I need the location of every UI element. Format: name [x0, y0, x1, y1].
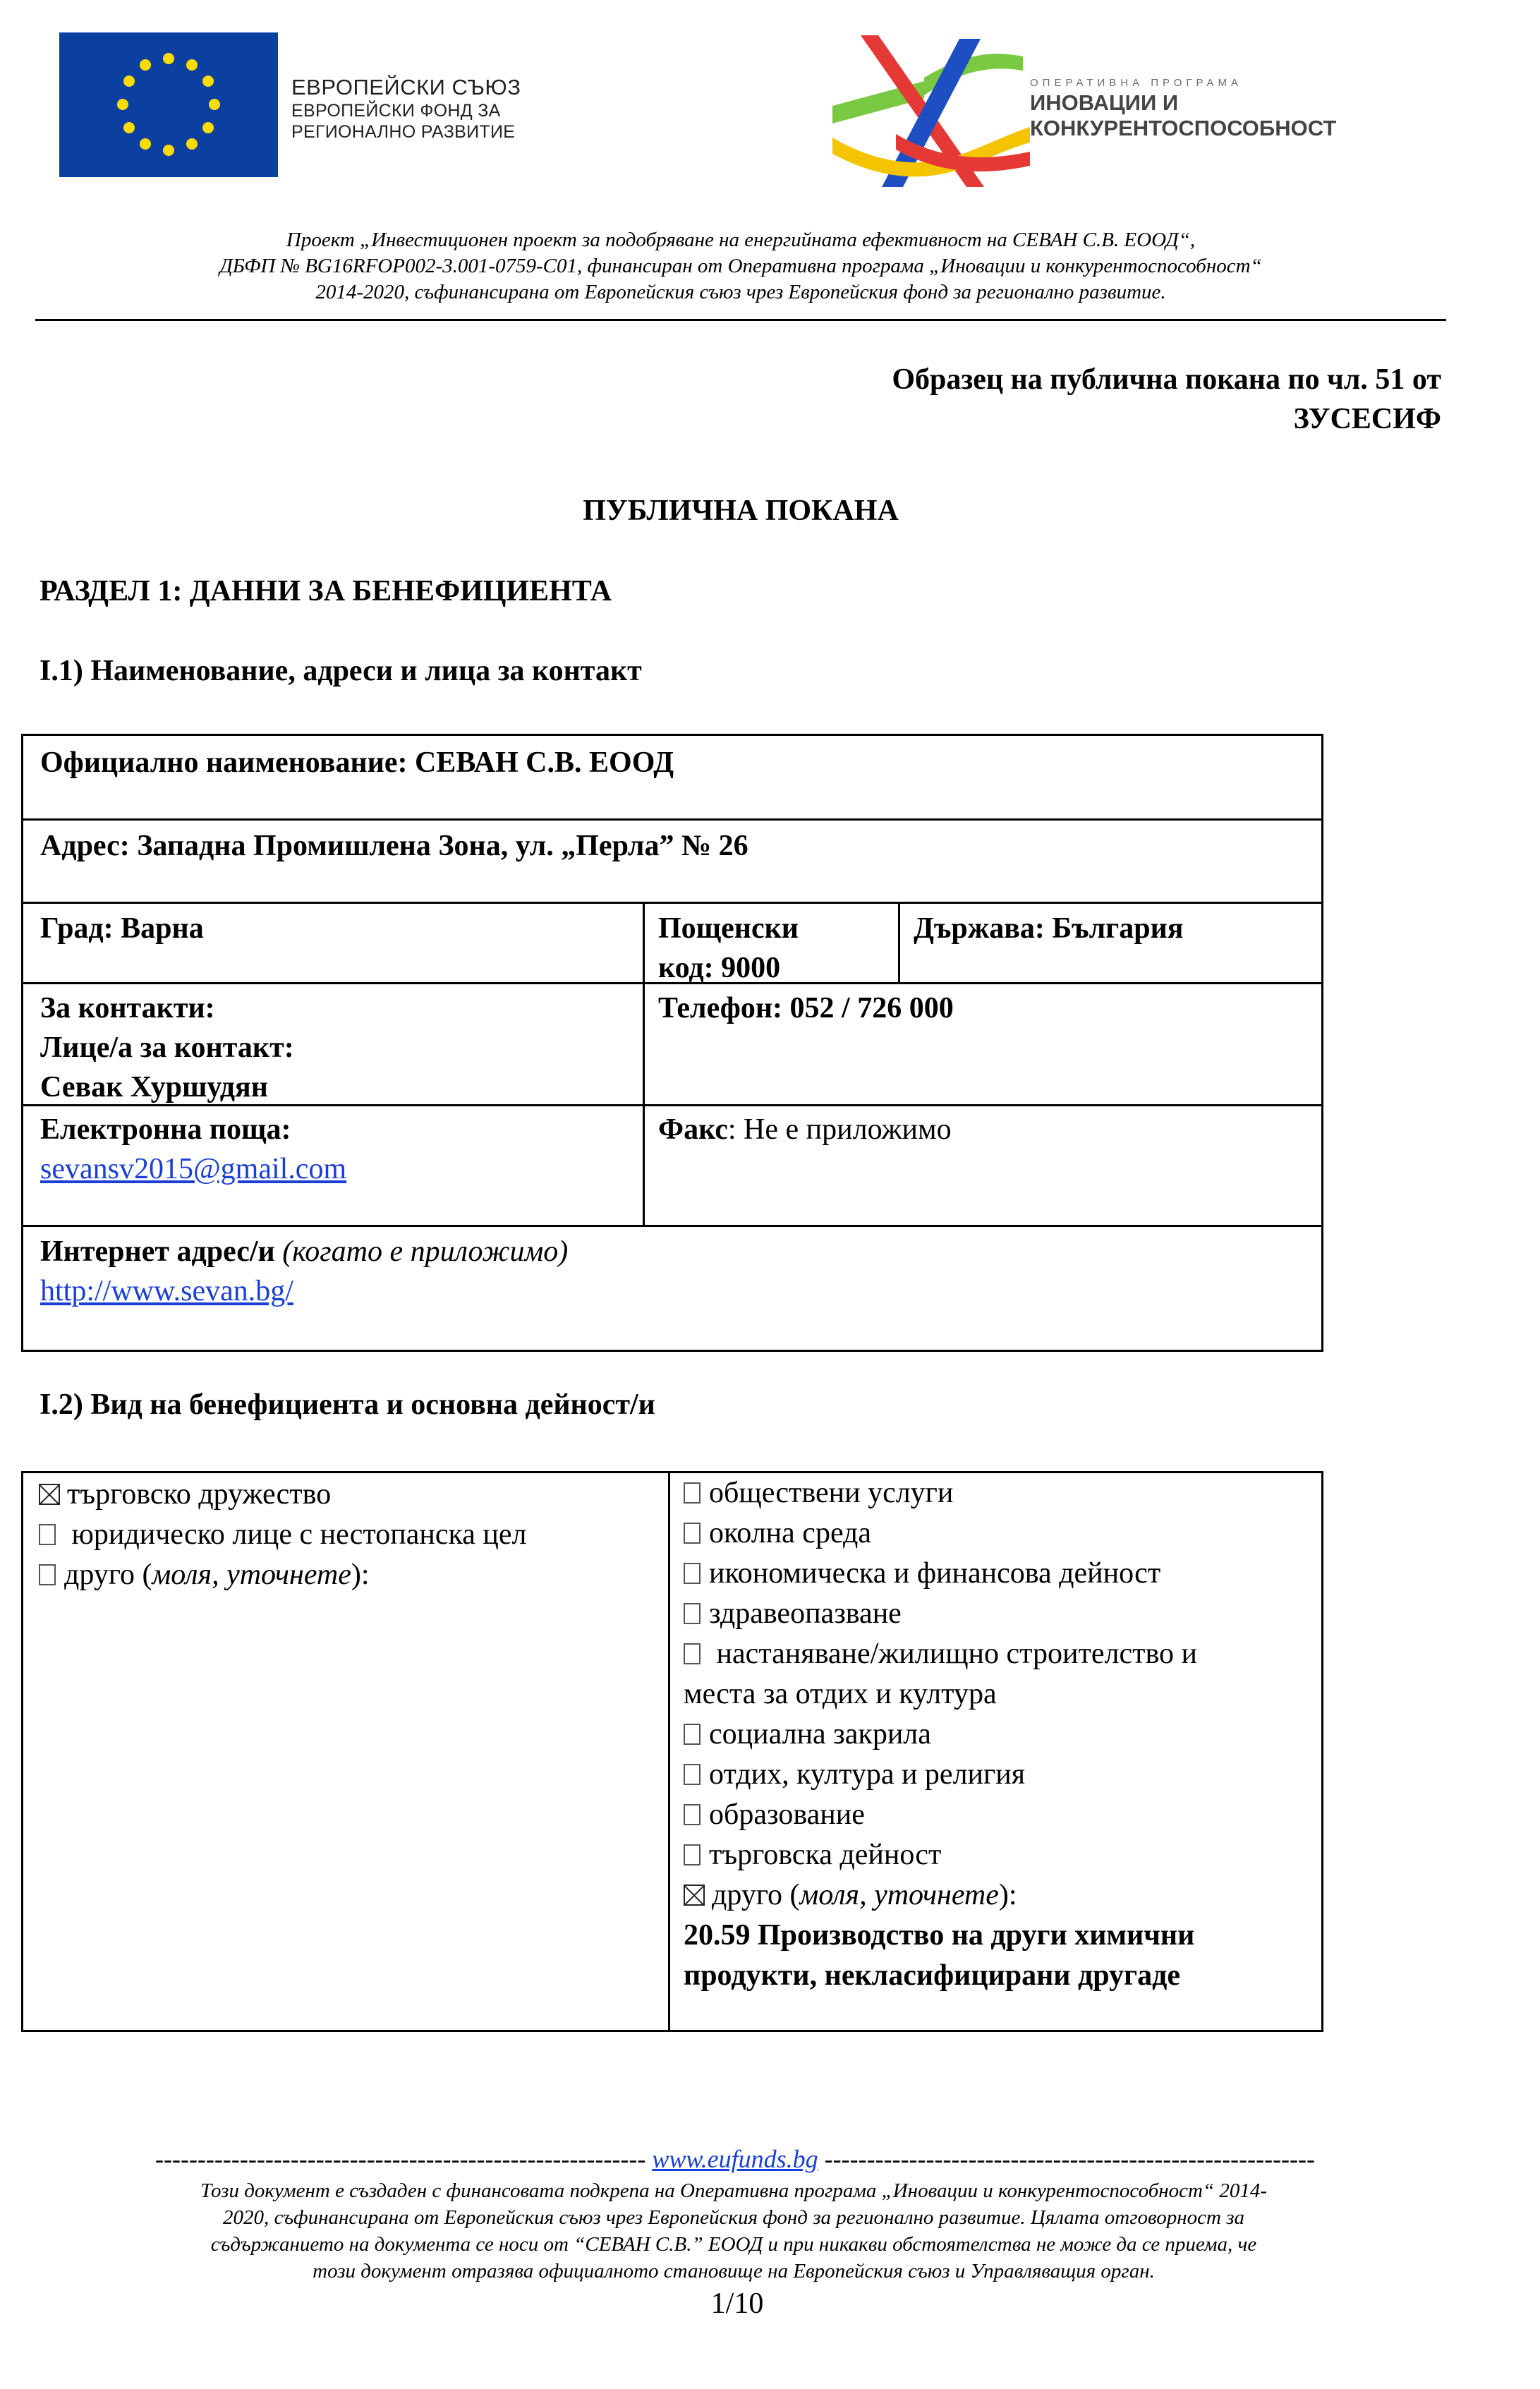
project-line: Проект „Инвестиционен проект за подобряване на енергийната ефективност на СЕВАН С.В. ЕООД“, [286, 229, 1196, 251]
checkbox-icon[interactable] [684, 1764, 701, 1785]
checkbox-checked-icon[interactable] [39, 1484, 60, 1505]
header-divider [35, 319, 1446, 321]
footer-line: Този документ е създаден с финансовата подкрепа на Оперативна програма „Иновации и конкурентоспособност“ 2014- [200, 2179, 1268, 2202]
table-divider [898, 902, 900, 982]
sample-title-line: ЗУСЕСИФ [1293, 403, 1441, 435]
website-link[interactable]: http://www.sevan.bg/ [40, 1275, 293, 1307]
option-label: околна среда [709, 1517, 872, 1549]
city: Град: Варна [40, 912, 204, 945]
project-line: 2014-2020, съфинансирана от Европейския съюз чрез Европейския фонд за регионално развитие. [315, 281, 1166, 303]
option-label: друго ( [712, 1879, 800, 1911]
option-nonprofit[interactable] [39, 1515, 526, 1555]
table-divider [643, 902, 645, 1225]
contacts-line: За контакти: [40, 992, 215, 1024]
page-number: 1/10 [710, 2287, 764, 2320]
option-label: отдих, култура и религия [709, 1758, 1026, 1791]
checkbox-icon[interactable] [684, 1804, 701, 1825]
sample-title [736, 360, 1441, 439]
subsection-heading: I.1) Наименование, адреси и лица за контакт [40, 655, 642, 687]
contacts-line: Лице/а за контакт: [40, 1032, 294, 1064]
option-education[interactable] [684, 1795, 865, 1835]
email-label: Електронна поща: [40, 1113, 291, 1146]
fax [658, 1110, 952, 1149]
project-description [28, 227, 1453, 306]
table-divider [668, 1473, 670, 2030]
option-label: обществени услуги [709, 1477, 954, 1509]
eu-flag-logo [59, 32, 278, 177]
opic-logo-text [1030, 76, 1397, 141]
checkbox-icon[interactable] [684, 1482, 701, 1504]
option-commercial-activity[interactable] [684, 1835, 941, 1875]
contact-person: Севак Хуршудян [40, 1071, 268, 1103]
eu-stars-icon [59, 32, 278, 177]
option-recreation-culture[interactable] [684, 1755, 1025, 1795]
eu-logo-line: ЕВРОПЕЙСКИ СЪЮЗ [291, 75, 521, 99]
option-label: социална закрила [709, 1718, 931, 1750]
footer-disclaimer [42, 2177, 1425, 2285]
footer-link-line [51, 2145, 1419, 2173]
option-label: образование [709, 1798, 865, 1831]
sample-title-line: Образец на публична покана по чл. 51 от [892, 363, 1441, 396]
option-label: места за отдих и култура [684, 1678, 997, 1710]
option-label: ): [351, 1559, 370, 1591]
footer-line: 2020, съфинансирана от Европейския съюз чрез Европейския фонд за регионално развитие. Цялата отговорност за [222, 2206, 1245, 2229]
section-heading: РАЗДЕЛ 1: ДАННИ ЗА БЕНЕФИЦИЕНТА [40, 575, 612, 607]
address: Адрес: Западна Промишлена Зона, ул. „Перла” № 26 [40, 830, 748, 862]
checkbox-icon[interactable] [684, 1844, 701, 1865]
other-activity-value: продукти, некласифицирани другаде [684, 1959, 1180, 1992]
option-healthcare[interactable] [684, 1594, 902, 1634]
postal-code-line: код: 9000 [658, 952, 781, 984]
option-environment[interactable] [684, 1513, 871, 1554]
project-line: ДБФП № BG16RFOP002-3.001-0759-C01, финансиран от Оперативна програма „Иновации и конкурентоспособност“ [219, 255, 1262, 277]
option-label: настаняване/жилищно строителство и [709, 1638, 1197, 1670]
option-label: здравеопазване [709, 1597, 902, 1630]
email-block [40, 1110, 346, 1189]
eufunds-link[interactable]: www.eufunds.bg [652, 2145, 818, 2173]
beneficiary-type-table [21, 1471, 1323, 2032]
page-title: ПУБЛИЧНА ПОКАНА [583, 495, 899, 527]
footer-dashes: ---------------------------------------------------------- [824, 2145, 1315, 2173]
opic-logo-line: ИНОВАЦИИ И [1030, 90, 1179, 115]
option-social-protection[interactable] [684, 1714, 931, 1755]
checkbox-icon[interactable] [684, 1603, 701, 1624]
eu-logo-text [291, 75, 574, 143]
option-label: юридическо лице с нестопанска цел [64, 1518, 527, 1551]
eu-logo-line: РЕГИОНАЛНО РАЗВИТИЕ [291, 122, 516, 142]
option-economic-financial[interactable] [684, 1554, 1160, 1594]
option-other-activity[interactable] [684, 1875, 1017, 1916]
option-public-services[interactable] [684, 1473, 953, 1513]
subsection-heading: I.2) Вид на бенефициента и основна дейност/и [40, 1389, 655, 1421]
internet-note: (когато е приложимо) [274, 1235, 569, 1268]
other-activity-value: 20.59 Производство на други химични [684, 1919, 1195, 1952]
official-name: Официално наименование: СЕВАН С.В. ЕООД [40, 746, 674, 779]
option-label: ): [998, 1879, 1017, 1911]
email-link[interactable]: sevansv2015@gmail.com [40, 1153, 347, 1185]
option-label: икономическа и финансова дейност [709, 1557, 1161, 1590]
opic-kicker: ОПЕРАТИВНА ПРОГРАМА [1030, 77, 1242, 89]
option-other-type[interactable] [39, 1555, 370, 1595]
footer-line: този документ отразява официалното становище на Европейския съюз и Управляващия орган. [313, 2260, 1155, 2282]
checkbox-icon[interactable] [684, 1724, 701, 1745]
checkbox-checked-icon[interactable] [684, 1885, 705, 1906]
phone: Телефон: 052 / 726 000 [658, 992, 954, 1024]
contact-table [21, 734, 1323, 1352]
opic-ribbon-logo [818, 28, 1037, 190]
contacts [40, 988, 294, 1107]
opic-logo-line: КОНКУРЕНТОСПОСОБНОСТ [1030, 116, 1337, 140]
footer-line: съдържанието на документа се носи от “СЕВАН С.В.” ЕООД и при никакви обстоятелства не може да се приема, че [210, 2233, 1257, 2256]
option-housing-continuation [684, 1674, 997, 1714]
internet-label: Интернет адрес/и [40, 1235, 275, 1268]
checkbox-icon[interactable] [684, 1563, 701, 1584]
table-divider [23, 1225, 1321, 1227]
checkbox-icon[interactable] [39, 1564, 56, 1585]
footer-dashes: ---------------------------------------------------------- [154, 2145, 646, 2173]
option-label-italic: моля, уточнете [799, 1879, 999, 1911]
option-label-italic: моля, уточнете [152, 1559, 351, 1591]
fax-label: Факс [658, 1113, 728, 1146]
checkbox-icon[interactable] [684, 1643, 701, 1664]
option-housing[interactable] [684, 1634, 1197, 1674]
option-label: търговска дейност [709, 1839, 942, 1871]
internet-block [40, 1232, 568, 1311]
eu-logo-line: ЕВРОПЕЙСКИ ФОНД ЗА [291, 101, 501, 121]
country: Държава: България [914, 912, 1184, 945]
table-divider [23, 902, 1321, 904]
postal-code-line: Пощенски [658, 912, 799, 945]
checkbox-icon[interactable] [684, 1523, 701, 1544]
option-commercial-company[interactable] [39, 1475, 331, 1515]
fax-value: : Не е приложимо [727, 1113, 952, 1146]
postal-code [658, 909, 799, 988]
option-label: търговско дружество [67, 1478, 332, 1511]
table-divider [23, 818, 1321, 821]
checkbox-icon[interactable] [39, 1524, 56, 1545]
option-label: друго ( [64, 1559, 152, 1591]
